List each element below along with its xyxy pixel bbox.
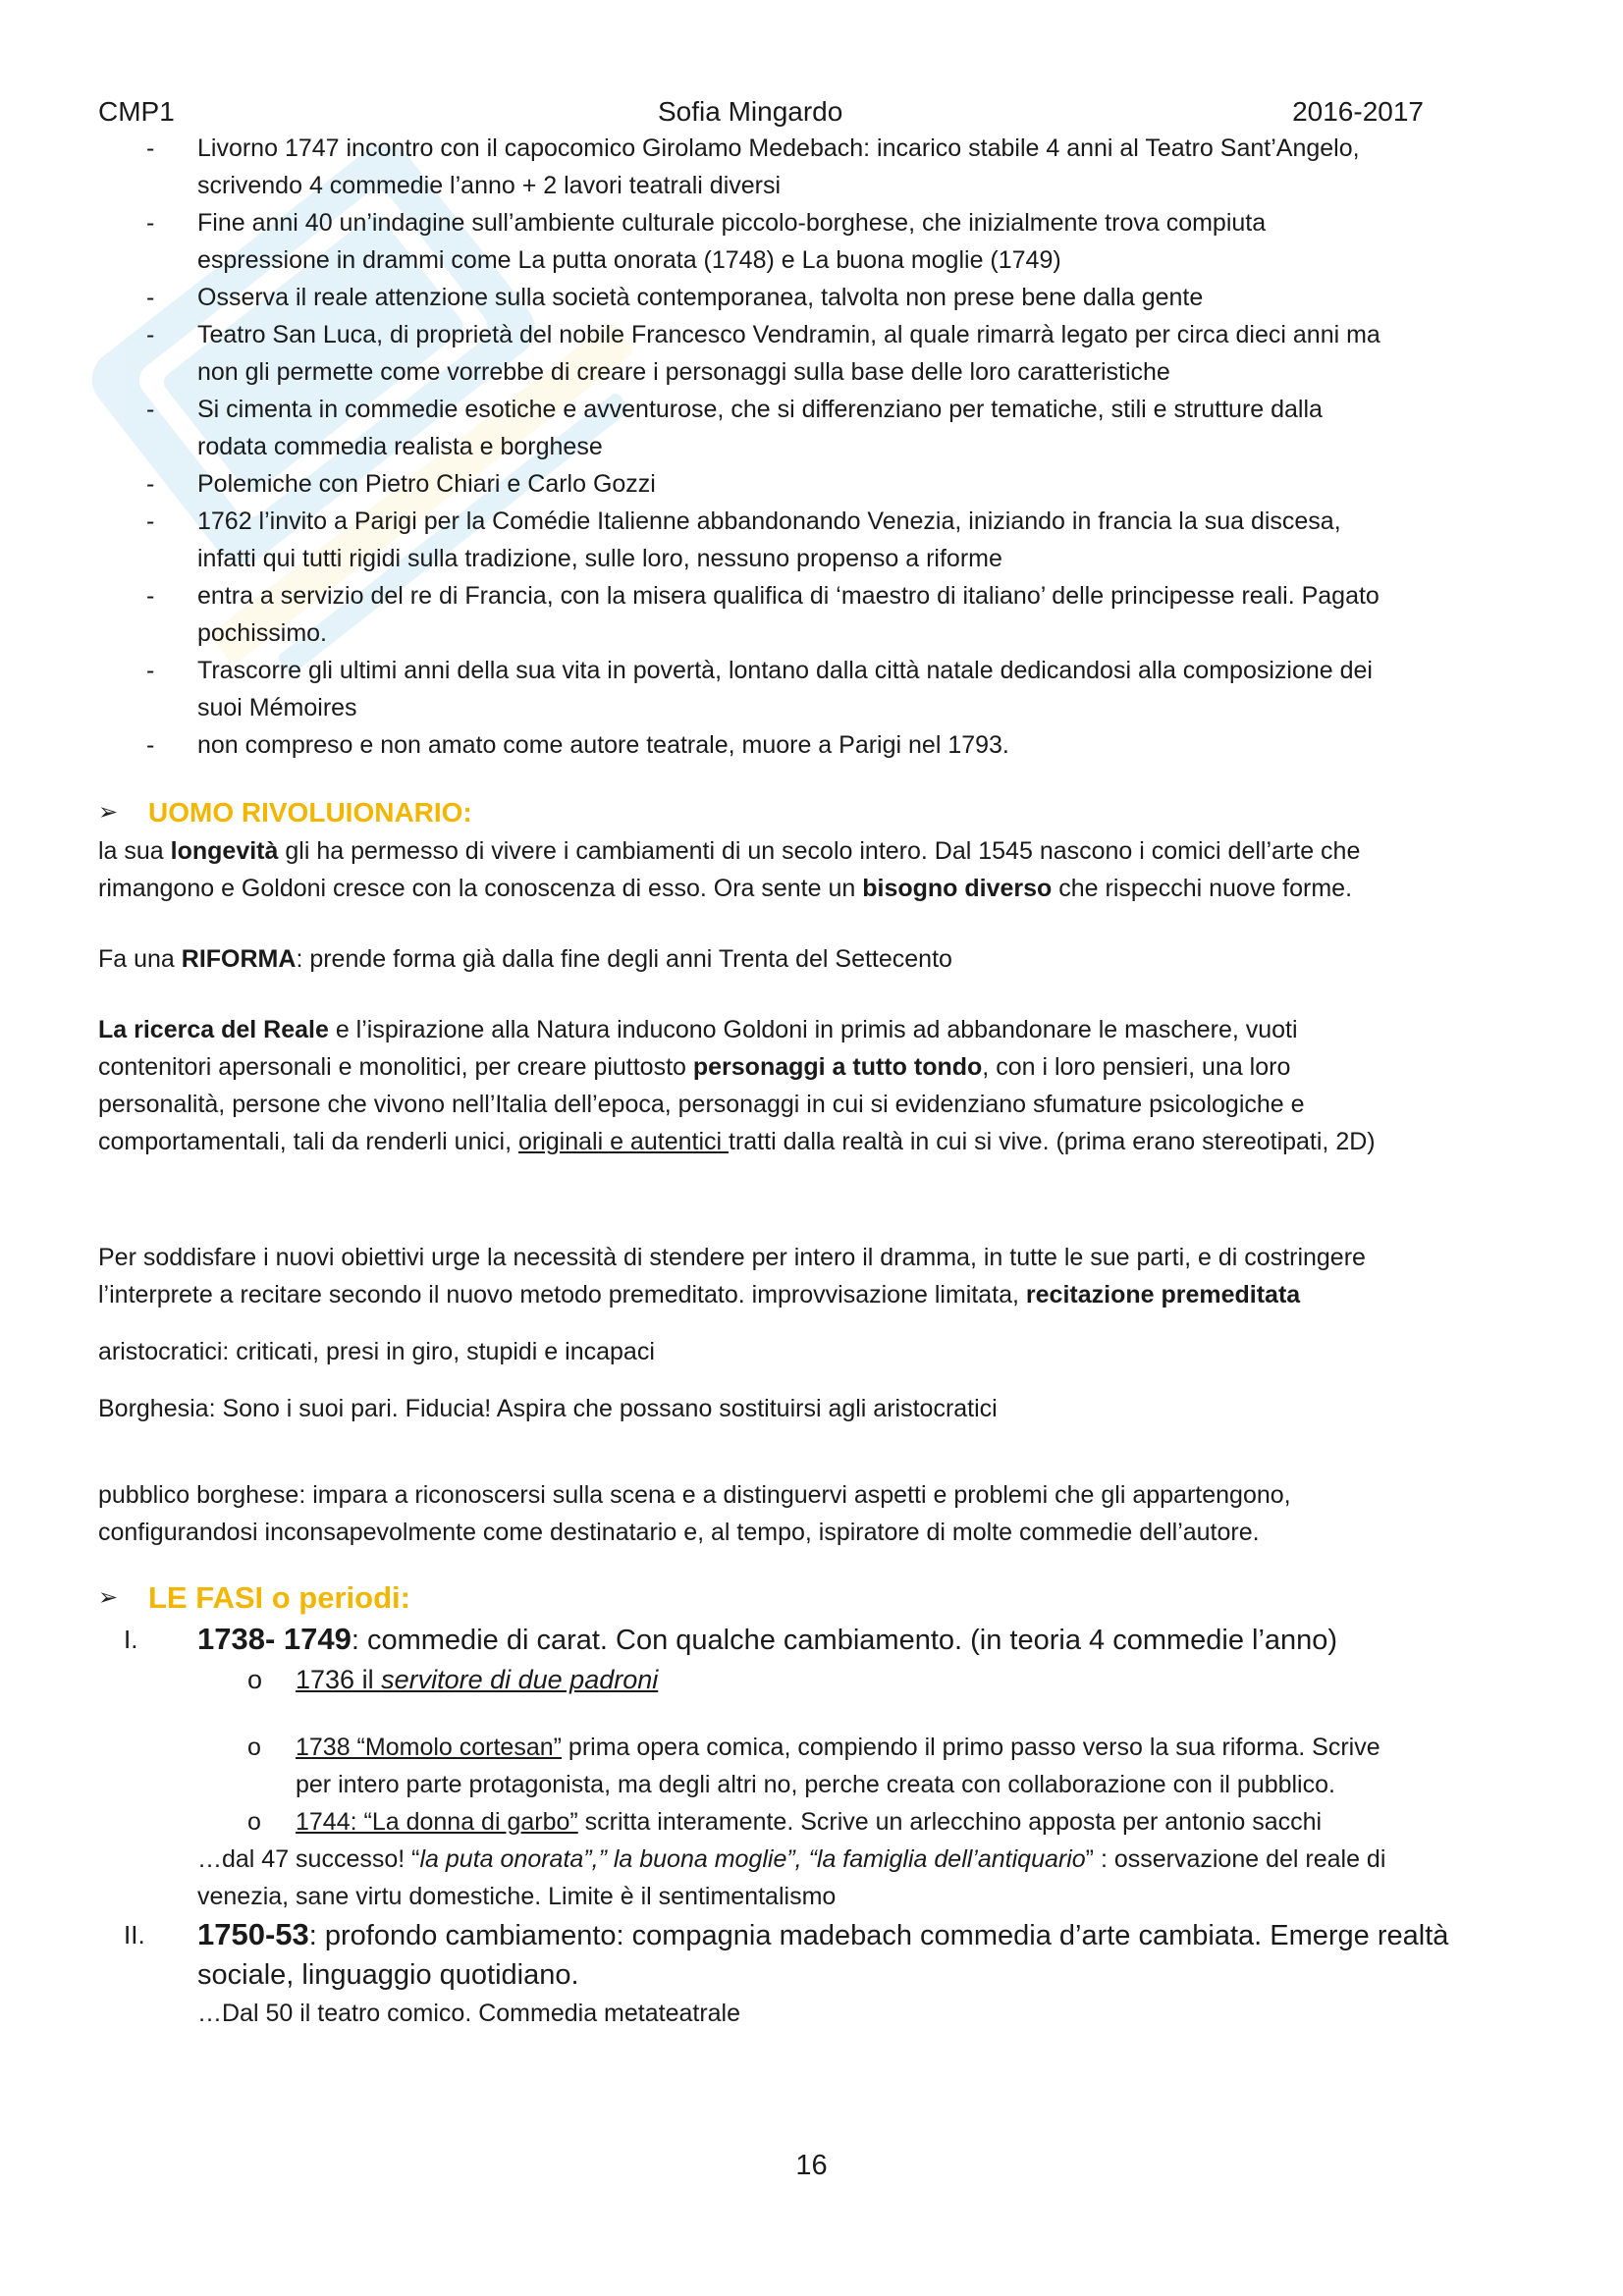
header-year: 2016-2017 xyxy=(1292,96,1424,127)
period-item-2: II. 1750-53: profondo cambiamento: compagnia madebach commedia d’arte cambiata. Emerge realtà sociale, linguaggio quotidiano. xyxy=(124,1917,1449,1991)
circle-bullet: o xyxy=(247,1665,263,1694)
dash-marker: - xyxy=(146,134,155,162)
sub-item-momolo: o 1738 “Momolo cortesan” prima opera comica, compiendo il primo passo verso la sua riforma. Scrive per intero parte protagonista, ma degli altri no, perche creata con collaborazione con il pubblico. xyxy=(98,1729,1532,1803)
paragraph-pubblico-borghese: pubblico borghese: impara a riconoscersi sulla scena e a distinguervi aspetti e problemi che gli appartengono, configurandosi inconsapevolmente come destinatario e, al tempo, ispiratore di molte commedie dell’autore. xyxy=(98,1481,1291,1546)
circle-bullet: o xyxy=(247,1808,261,1836)
dash-marker: - xyxy=(146,396,155,423)
sub-item-servitore: o 1736 il servitore di due padroni xyxy=(98,1660,1532,1699)
dash-marker: - xyxy=(146,209,155,237)
paragraph-ricerca-reale: La ricerca del Reale e l’ispirazione alla Natura inducono Goldoni in primis ad abbandonare le maschere, vuoti contenitori apersonali e monolitici, per creare piuttosto personaggi a tutto tondo, con i loro pensieri, una loro personalità, persone che vivono nell’Italia dell’epoca, personaggi in cui si evidenziano sfumature psicologiche e comportamentali, tali da renderli unici, originali e autentici tratti dalla realtà in cui si vive. (prima erano stereotipati, 2D) xyxy=(98,1016,1376,1155)
list-item: - Teatro San Luca, di proprietà del nobile Francesco Vendramin, al quale rimarrà legato per circa dieci anni ma non gli permette come vorrebbe di creare i personaggi sulla base delle loro caratteristiche xyxy=(98,316,1532,391)
list-item: - non compreso e non amato come autore teatrale, muore a Parigi nel 1793. xyxy=(98,726,1532,764)
dash-marker: - xyxy=(146,321,155,348)
biography-list xyxy=(98,130,1532,764)
section-heading-uomo-rivoluzionario: ➢ UOMO RIVOLUIONARIO: xyxy=(98,793,1532,832)
period-item-1: I. 1738- 1749: commedie di carat. Con qualche cambiamento. (in teoria 4 commedie l’anno) xyxy=(124,1622,1338,1656)
dash-marker: - xyxy=(146,657,155,684)
dash-marker: - xyxy=(146,507,155,535)
note-teatro-comico: …Dal 50 il teatro comico. Commedia metateatrale xyxy=(197,2000,741,2027)
page-content xyxy=(98,130,1532,2032)
list-item: - Si cimenta in commedie esotiche e avventurose, che si differenziano per tematiche, stili e strutture dalla rodata commedia realista e borghese xyxy=(98,391,1532,465)
paragraph-riforma: Fa una RIFORMA: prende forma già dalla fine degli anni Trenta del Settecento xyxy=(98,945,952,973)
list-item: - Trascorre gli ultimi anni della sua vita in povertà, lontano dalla città natale dedicandosi alla composizione dei suoi Mémoires xyxy=(98,652,1532,726)
header-author: Sofia Mingardo xyxy=(658,96,843,127)
paragraph-obiettivi: Per soddisfare i nuovi obiettivi urge la necessità di stendere per intero il dramma, in tutte le sue parti, e di costringere l’interprete a recitare secondo il nuovo metodo premeditato. improvvisazione limitata, recitazione premeditata xyxy=(98,1244,1366,1308)
circle-bullet: o xyxy=(247,1734,261,1761)
arrow-bullet-icon: ➢ xyxy=(98,799,119,826)
dash-marker: - xyxy=(146,582,155,610)
header-course: CMP1 xyxy=(98,96,175,127)
section-heading-le-fasi: ➢ LE FASI o periodi: xyxy=(98,1576,1532,1620)
list-item: - Fine anni 40 un’indagine sull’ambiente culturale piccolo-borghese, che inizialmente trova compiuta espressione in drammi come La putta onorata (1748) e La buona moglie (1749) xyxy=(98,204,1532,279)
list-item: - Polemiche con Pietro Chiari e Carlo Gozzi xyxy=(98,465,1532,503)
paragraph-longevita: la sua longevità gli ha permesso di vivere i cambiamenti di un secolo intero. Dal 1545 nascono i comici dell’arte che rimangono e Goldoni cresce con la conoscenza di esso. Ora sente un bisogno diverso che rispecchi nuove forme. xyxy=(98,837,1361,902)
paragraph-aristocratici: aristocratici: criticati, presi in giro, stupidi e incapaci xyxy=(98,1338,655,1365)
dash-marker: - xyxy=(146,284,155,311)
dash-marker: - xyxy=(146,470,155,498)
page-number: 16 xyxy=(795,2150,828,2181)
paragraph-borghesia: Borghesia: Sono i suoi pari. Fiducia! Aspira che possano sostituirsi agli aristocratici xyxy=(98,1395,998,1422)
list-item: - Osserva il reale attenzione sulla società contemporanea, talvolta non prese bene dalla gente xyxy=(98,279,1532,316)
list-item: - entra a servizio del re di Francia, con la misera qualifica di ‘maestro di italiano’ delle principesse reali. Pagato pochissimo. xyxy=(98,577,1532,652)
list-item: - Livorno 1747 incontro con il capocomico Girolamo Medebach: incarico stabile 4 anni al Teatro Sant’Angelo, scrivendo 4 commedie l’anno + 2 lavori teatrali diversi xyxy=(98,130,1532,204)
dash-marker: - xyxy=(146,731,155,759)
sub-item-donna-di-garbo: o 1744: “La donna di garbo” scritta interamente. Scrive un arlecchino apposta per antonio sacchi xyxy=(98,1803,1532,1841)
list-item: - 1762 l’invito a Parigi per la Comédie Italienne abbandonando Venezia, iniziando in francia la sua discesa, infatti qui tutti rigidi sulla tradizione, sulle loro, nessuno propenso a riforme xyxy=(98,503,1532,577)
note-successo: …dal 47 successo! “la puta onorata”,” la buona moglie”, “la famiglia dell’antiquario” : osservazione del reale di venezia, sane virtu domestiche. Limite è il sentimentalismo xyxy=(197,1845,1386,1910)
arrow-bullet-icon: ➢ xyxy=(98,1584,119,1611)
